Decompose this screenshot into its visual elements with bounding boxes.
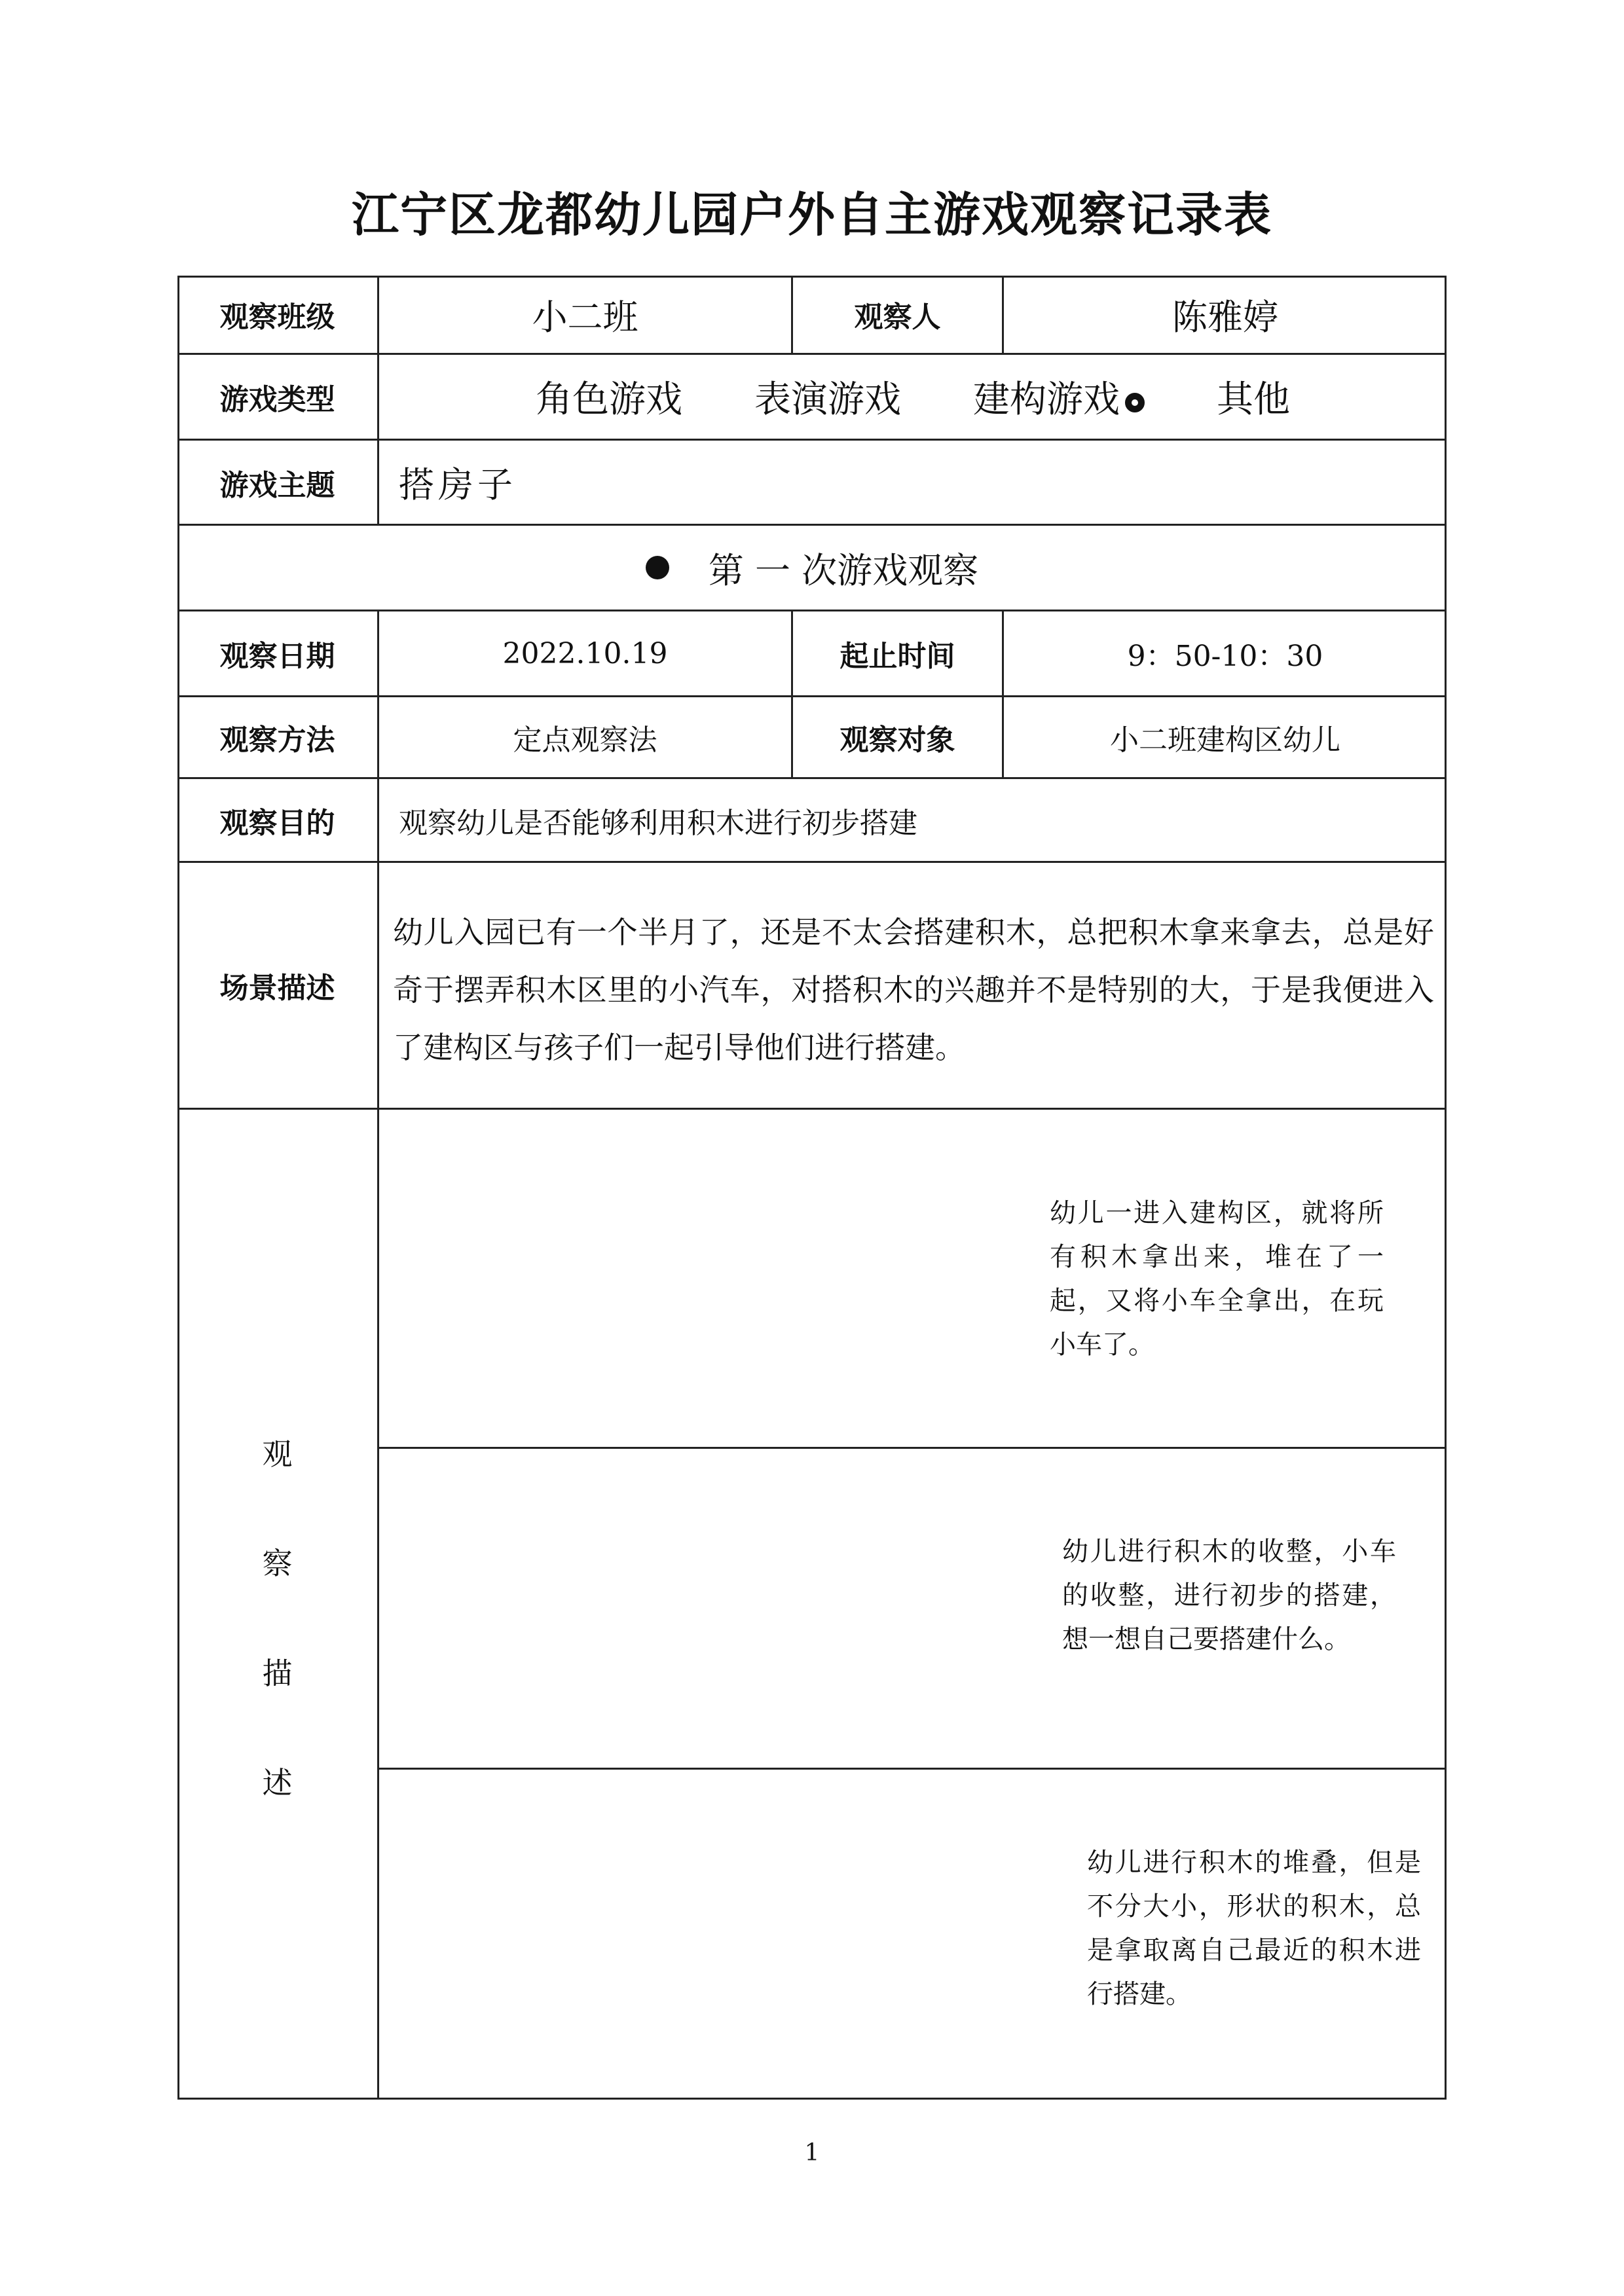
row-divider — [377, 1768, 1447, 1770]
game-type-other: 其他 — [1217, 378, 1290, 421]
method-value: 定点观察法 — [513, 723, 657, 757]
target-value: 小二班建构区幼儿 — [1110, 723, 1340, 757]
date-value: 2022.10.19 — [502, 636, 668, 670]
game-type-construction: 建构游戏 — [973, 371, 1145, 423]
purpose-value: 观察幼儿是否能够利用积木进行初步搭建 — [399, 806, 917, 840]
time-value: 9：50-10：30 — [1127, 640, 1323, 673]
scene-label: 场景描述 — [219, 972, 335, 1005]
game-theme-value: 搭房子 — [399, 464, 517, 505]
observer-label: 观察人 — [854, 301, 941, 334]
purpose-label: 观察目的 — [219, 806, 335, 840]
game-type-performance: 表演游戏 — [754, 378, 901, 421]
observer-value: 陈雅婷 — [1172, 296, 1278, 338]
game-type-options — [379, 355, 1447, 439]
section-header — [177, 526, 1447, 610]
row-divider — [177, 1108, 1447, 1110]
bullet-icon — [646, 556, 669, 579]
game-type-role: 角色游戏 — [536, 378, 682, 421]
observation-note: 幼儿进行积木的堆叠，但是不分大小，形状的积木，总是拿取离自己最近的积木进行搭建。 — [1087, 1848, 1421, 2009]
observation-note: 幼儿进行积木的收整，小车的收整，进行初步的搭建，想一想自己要搭建什么。 — [1062, 1537, 1396, 1654]
date-label: 观察日期 — [219, 640, 335, 673]
row-divider — [377, 1447, 1447, 1449]
page-title: 江宁区龙都幼儿园户外自主游戏观察记录表 — [351, 187, 1272, 242]
game-type-label: 游戏类型 — [219, 383, 335, 416]
page-number: 1 — [804, 2140, 820, 2166]
game-theme-label: 游戏主题 — [219, 468, 335, 502]
observation-label-char: 观 — [262, 1436, 293, 1472]
selected-circle-icon — [1125, 393, 1145, 412]
class-value: 小二班 — [532, 296, 638, 338]
section-title: 第 一 次游戏观察 — [708, 549, 979, 591]
observation-note: 幼儿一进入建构区，就将所有积木拿出来，堆在了一起，又将小车全拿出，在玩小车了。 — [1050, 1198, 1384, 1360]
method-label: 观察方法 — [219, 723, 335, 757]
class-label: 观察班级 — [219, 301, 335, 334]
observation-label-char: 察 — [262, 1546, 293, 1581]
target-label: 观察对象 — [840, 723, 955, 757]
observation-label-char: 述 — [262, 1765, 293, 1800]
observation-label-char: 描 — [262, 1656, 293, 1691]
scene-description: 幼儿入园已有一个半月了，还是不太会搭建积木，总把积木拿来拿去，总是好奇于摆弄积木区里的小汽车，对搭积木的兴趣并不是特别的大，于是我便进入了建构区与孩子们一起引导他们进行搭建。 — [393, 915, 1434, 1065]
time-label: 起止时间 — [840, 640, 955, 673]
